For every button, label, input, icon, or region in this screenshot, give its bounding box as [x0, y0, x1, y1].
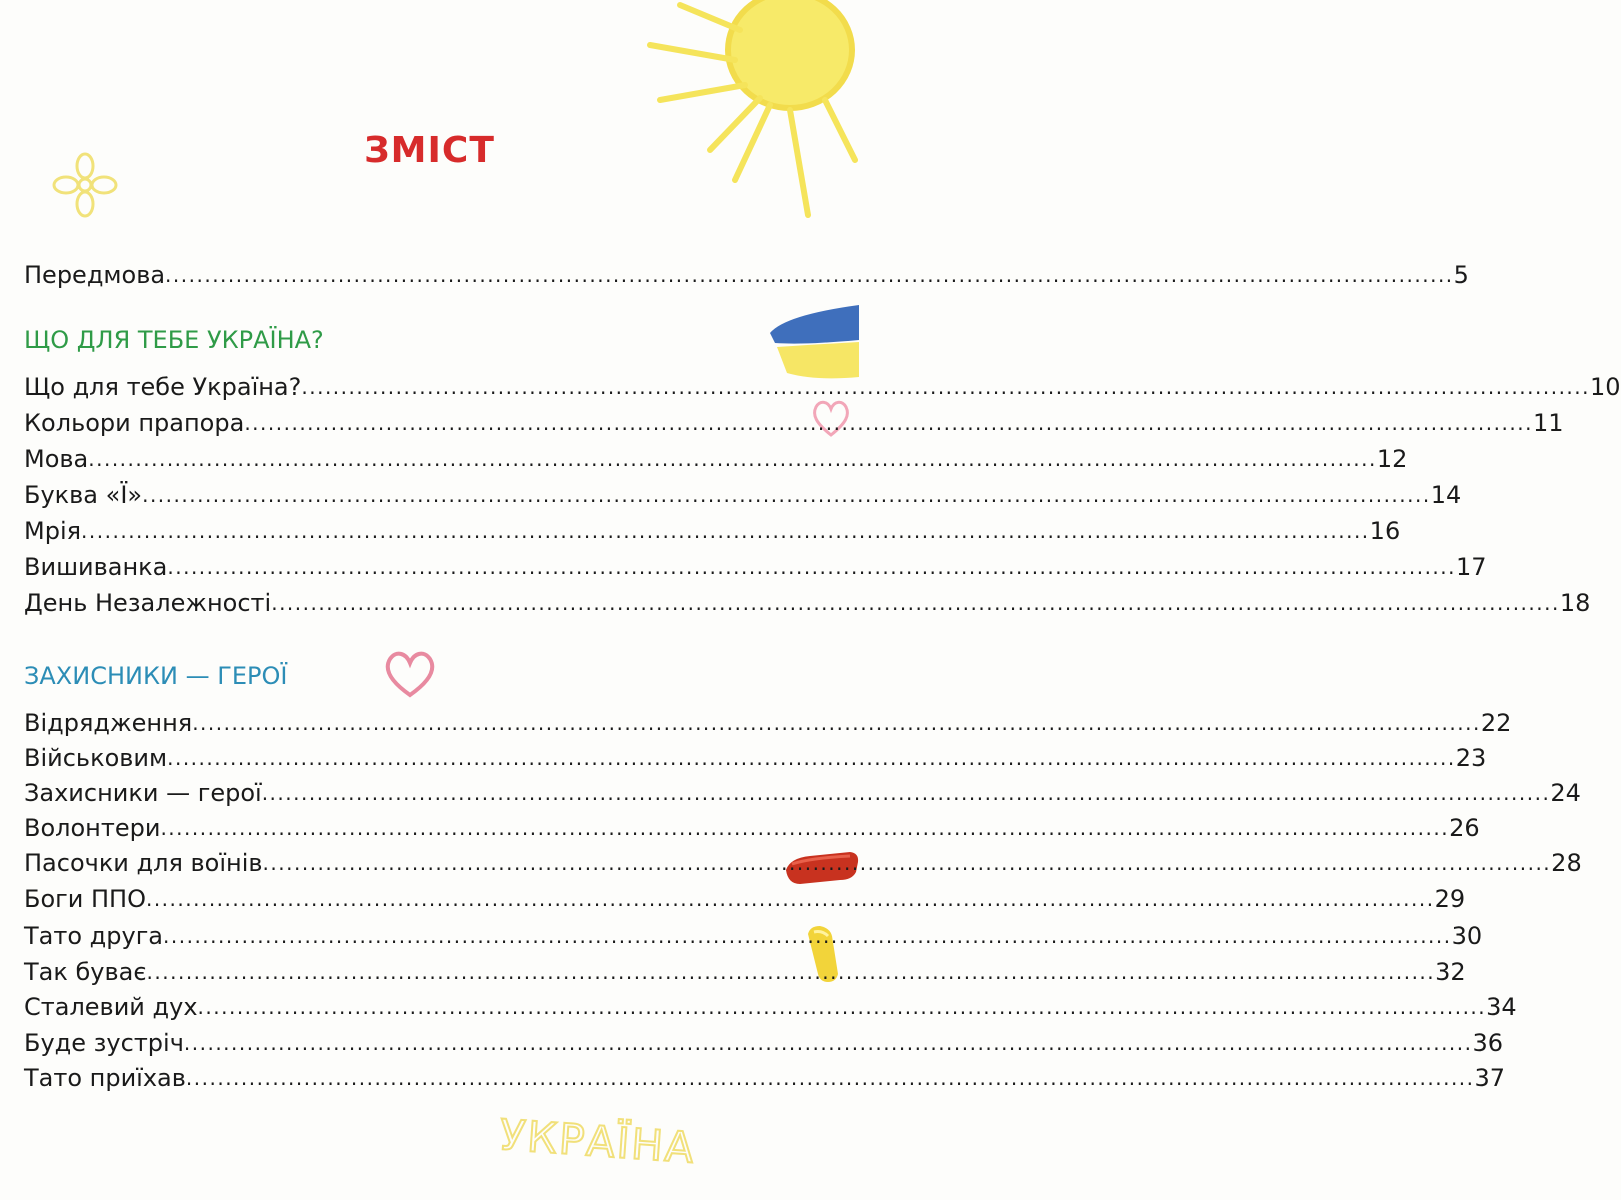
page-title: ЗМІСТ	[364, 130, 495, 171]
toc-entry-label: Мова	[24, 445, 89, 473]
dot-leader: ....................................................................................................................................................................	[183, 1031, 1473, 1055]
dot-leader: ....................................................................................................................................................................	[301, 375, 1590, 399]
toc-entry-page: 22	[1480, 709, 1512, 737]
toc-entry[interactable]	[24, 738, 1487, 772]
dot-leader: ....................................................................................................................................................................	[145, 887, 1435, 911]
dot-leader: ....................................................................................................................................................................	[185, 1066, 1475, 1090]
dot-leader: ....................................................................................................................................................................	[244, 411, 1533, 435]
toc-entry[interactable]	[24, 843, 1582, 877]
toc-entry-page: 34	[1486, 993, 1517, 1021]
toc-entry-page: 12	[1376, 445, 1408, 473]
toc-entry-label: Буде зустріч	[24, 1029, 184, 1057]
toc-entry[interactable]	[24, 773, 1581, 807]
toc-entry[interactable]	[24, 1023, 1504, 1057]
toc-entry-label: Мрія	[24, 517, 82, 545]
dot-leader: ....................................................................................................................................................................	[88, 447, 1377, 471]
toc-entry-label: Так буває	[24, 958, 147, 986]
dot-leader: ....................................................................................................................................................................	[165, 263, 1454, 287]
dot-leader: ....................................................................................................................................................................	[197, 995, 1487, 1019]
dot-leader: ....................................................................................................................................................................	[163, 924, 1452, 948]
toc-entry[interactable]	[24, 439, 1408, 473]
toc-entry-label: Волонтери	[24, 814, 161, 842]
toc-entry[interactable]	[24, 367, 1621, 401]
toc-entry-label: Військовим	[24, 744, 168, 772]
toc-entry-label: Вишиванка	[24, 553, 168, 581]
dot-leader: ....................................................................................................................................................................	[167, 555, 1456, 579]
dot-leader: ....................................................................................................................................................................	[271, 591, 1560, 615]
dot-leader: ....................................................................................................................................................................	[146, 960, 1436, 984]
toc-entry-label: Відрядження	[24, 709, 193, 737]
toc-entry[interactable]	[24, 403, 1564, 437]
toc-entry-page: 36	[1472, 1029, 1504, 1057]
toc-entry-page: 5	[1453, 261, 1469, 289]
toc-entry-page: 10	[1590, 373, 1621, 401]
toc-entry-label: Кольори прапора	[24, 409, 245, 437]
toc-entry[interactable]	[24, 703, 1512, 737]
toc-entry[interactable]	[24, 916, 1483, 950]
toc-entry-page: 14	[1430, 481, 1462, 509]
toc-entry[interactable]	[24, 475, 1462, 509]
sun-drawing-icon	[640, 0, 859, 230]
toc-entry-label: Тато друга	[24, 922, 164, 950]
toc-entry-label: Сталевий дух	[24, 993, 198, 1021]
toc-entry-label: Буква «Ї»	[24, 481, 143, 509]
toc-entry[interactable]	[24, 952, 1466, 986]
toc-entry-page: 37	[1474, 1064, 1506, 1092]
toc-entry-page: 24	[1550, 779, 1581, 807]
toc-entry-label: Тато приїхав	[24, 1064, 186, 1092]
heart-doodle-icon	[380, 645, 440, 701]
toc-entry-page: 30	[1451, 922, 1483, 950]
toc-entry[interactable]	[24, 879, 1466, 913]
toc-entry-page: 17	[1456, 553, 1487, 581]
dot-leader: ....................................................................................................................................................................	[142, 483, 1431, 507]
flag-stroke-icon	[765, 285, 859, 385]
handwritten-word-ukraine	[490, 1090, 698, 1180]
handwritten-word: УКРАЇНА	[498, 1110, 698, 1173]
toc-entry-label: Захисники — герої	[24, 779, 262, 807]
toc-entry[interactable]	[24, 511, 1401, 545]
dot-leader: ....................................................................................................................................................................	[160, 816, 1450, 840]
toc-entry[interactable]	[24, 547, 1487, 581]
toc-entry-page: 16	[1369, 517, 1401, 545]
toc-entry-page: 11	[1532, 409, 1564, 437]
toc-entry-page: 28	[1551, 849, 1582, 877]
toc-entry[interactable]	[24, 255, 1469, 289]
toc-entry-label: Пасочки для воїнів	[24, 849, 263, 877]
toc-entry[interactable]	[24, 583, 1591, 617]
toc-entry[interactable]	[24, 987, 1517, 1021]
section-heading: ЩО ДЛЯ ТЕБЕ УКРАЇНА?	[24, 326, 324, 354]
toc-entry-page: 32	[1435, 958, 1466, 986]
dot-leader: ....................................................................................................................................................................	[192, 711, 1481, 735]
toc-entry-label: Боги ППО	[24, 885, 146, 913]
dot-leader: ....................................................................................................................................................................	[261, 781, 1551, 805]
toc-entry-page: 23	[1455, 744, 1487, 772]
dot-leader: ....................................................................................................................................................................	[167, 746, 1456, 770]
toc-entry-page: 18	[1559, 589, 1591, 617]
toc-entry-label: Передмова	[24, 261, 166, 289]
dot-leader: ....................................................................................................................................................................	[81, 519, 1370, 543]
toc-entry[interactable]	[24, 808, 1480, 842]
toc-entry-label: День Незалежності	[24, 589, 272, 617]
toc-entry-page: 29	[1434, 885, 1466, 913]
toc-entry-label: Що для тебе Україна?	[24, 373, 302, 401]
toc-entry-page: 26	[1449, 814, 1480, 842]
toc-entry[interactable]	[24, 1058, 1506, 1092]
section-heading: ЗАХИСНИКИ — ГЕРОЇ	[24, 662, 288, 690]
dot-leader: ....................................................................................................................................................................	[262, 851, 1552, 875]
